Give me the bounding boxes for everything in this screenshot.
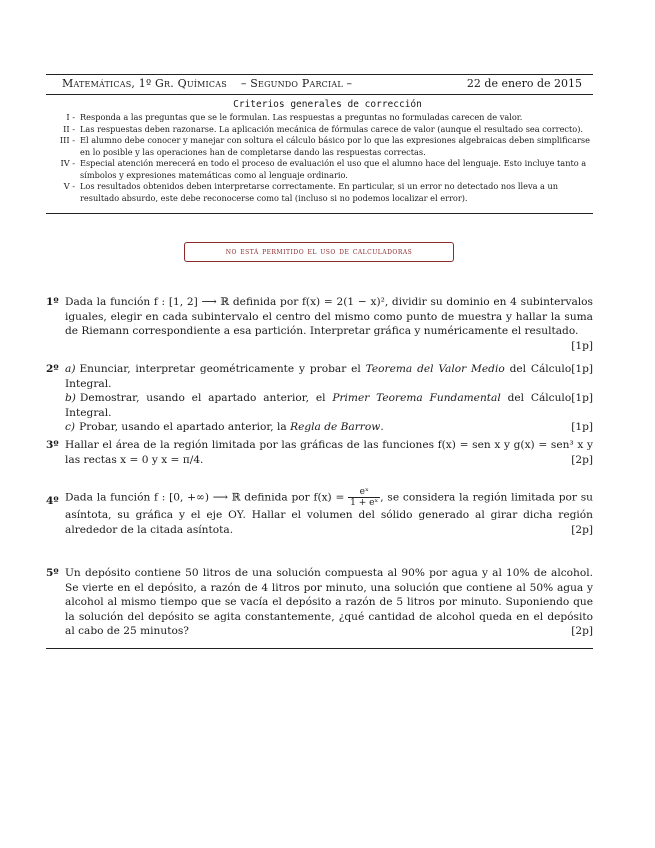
criteria-item <box>50 124 595 136</box>
calculator-notice: no está permitido el uso de calculadoras <box>184 242 454 262</box>
criteria-num: III - <box>59 135 75 145</box>
question-points: [1p] <box>571 421 593 434</box>
theorem-name: Regla de Barrow <box>290 421 381 434</box>
question-5 <box>46 566 593 639</box>
fraction-numerator: eˣ <box>348 487 380 498</box>
criteria-text: Responda a las preguntas que se le formulan. Las respuestas a preguntas no formuladas carecen de valor. <box>80 112 523 122</box>
question-1 <box>46 295 593 353</box>
criteria-item <box>50 112 595 124</box>
subquestion-label: b) <box>65 392 76 405</box>
question-points: [2p] <box>571 523 593 536</box>
subquestion-text: Probar, usando el apartado anterior, la <box>79 421 291 434</box>
header-bottom-rule <box>46 94 593 95</box>
question-number: 2º <box>46 363 59 375</box>
exam-title: – Segundo Parcial – <box>240 77 353 90</box>
subquestion-label: c) <box>65 421 76 434</box>
criteria-title: Criterios generales de corrección <box>233 99 422 110</box>
criteria-num: II - <box>63 123 75 134</box>
subquestion-text: . <box>380 421 384 434</box>
question-points: [1p] <box>571 392 593 405</box>
criteria-bottom-rule <box>46 213 593 214</box>
question-number: 4º <box>46 495 59 507</box>
criteria-text: Las respuestas deben razonarse. La aplicación mecánica de fórmulas carece de valor (aunque el resultado sea correcto). <box>80 123 584 134</box>
exam-header <box>62 77 582 90</box>
subquestion-a <box>65 362 593 391</box>
function-fraction <box>348 487 380 508</box>
header-left <box>62 77 352 90</box>
question-number: 1º <box>46 296 59 308</box>
subquestion-text: del Cálculo Integral. <box>65 363 572 390</box>
question-body <box>65 487 593 537</box>
subquestion-label: a) <box>65 363 76 375</box>
fraction-denominator: 1 + eˣ <box>350 498 379 508</box>
subquestion-text: del Cálculo Integral. <box>65 392 572 419</box>
criteria-text: El alumno debe conocer y manejar con soltura el cálculo básico por lo que las expresiones algebraicas deben simplificarse en lo posible y las operaciones han de completarse dando las respuestas correctas. <box>80 135 590 157</box>
subquestion-b <box>65 391 593 420</box>
question-points: [1p] <box>571 363 593 375</box>
question-body <box>65 566 593 639</box>
subquestion-text: Demostrar, usando el apartado anterior, el <box>79 392 333 405</box>
question-points: [2p] <box>571 453 593 466</box>
criteria-num: IV - <box>60 158 75 168</box>
footer-rule <box>46 648 593 649</box>
criteria-num: I - <box>66 112 75 122</box>
question-4 <box>46 487 593 537</box>
question-points: [1p] <box>571 339 593 352</box>
subquestion-text: Enunciar, interpretar geométricamente y probar el <box>79 363 366 375</box>
criteria-text: Especial atención merecerá en todo el proceso de evaluación el uso que el alumno hace del lenguaje. Esto incluye tanto a símbolos y expresiones matemáticas como al lenguaje ordinario. <box>80 158 587 180</box>
question-2 <box>46 362 593 435</box>
question-3 <box>46 438 593 467</box>
question-text: Un depósito contiene 50 litros de una solución compuesta al 90% por agua y al 10% de alcohol. Se vierte en el depósito, a razón de 4 litros por minuto, una solución que contiene al 50% agua y alcohol al mismo tiempo que se vacía el depósito a razón de 5 litros por minuto. Suponiendo que la solución del depósito se agita constantemente, ¿qué cantidad de alcohol queda en el depósito al cabo de 25 minutos? <box>65 567 593 638</box>
question-body <box>65 295 593 352</box>
course-title: Matemáticas, 1º Gr. Químicas <box>62 77 227 90</box>
question-text: Dada la función f : [0, +∞) ⟶ ℝ definida por f(x) = <box>65 491 349 504</box>
question-number: 5º <box>46 567 59 579</box>
question-text: , se considera la región limitada por su asíntota, su gráfica y el eje OY. Hallar el volumen del sólido generado al girar dicha región alrededor de la citada asíntota. <box>65 491 594 536</box>
criteria-item <box>50 181 595 204</box>
question-points: [2p] <box>571 625 593 638</box>
question-body <box>65 438 593 467</box>
theorem-name: Primer Teorema Fundamental <box>332 392 501 405</box>
question-number: 3º <box>46 439 59 451</box>
theorem-name: Teorema del Valor Medio <box>365 363 505 375</box>
criteria-list <box>50 112 595 204</box>
question-body <box>65 362 593 435</box>
criteria-item <box>50 158 595 181</box>
subquestion-c <box>65 420 593 435</box>
question-text: Dada la función f : [1, 2] ⟶ ℝ definida por f(x) = 2(1 − x)², dividir su dominio en 4 subintervalos iguales, elegir en cada subintervalo el centro del mismo como punto de muestra y hallar la suma de Riemann correspondiente a esa partición. Interpretar gráfica y numéricamente el resultado. <box>65 296 593 338</box>
criteria-item <box>50 135 595 158</box>
criteria-text: Los resultados obtenidos deben interpretarse correctamente. En particular, si un error no detectado nos lleva a un resultado absurdo, este debe reconocerse como tal (incluso si no podemos localizar el error). <box>80 181 559 203</box>
question-text: Hallar el área de la región limitada por las gráficas de las funciones f(x) = sen x y g(x) = sen³ x y las rectas x = 0 y x = π/4. <box>65 439 593 466</box>
criteria-num: V - <box>63 181 75 191</box>
header-top-rule <box>46 74 593 75</box>
exam-date: 22 de enero de 2015 <box>466 77 582 90</box>
